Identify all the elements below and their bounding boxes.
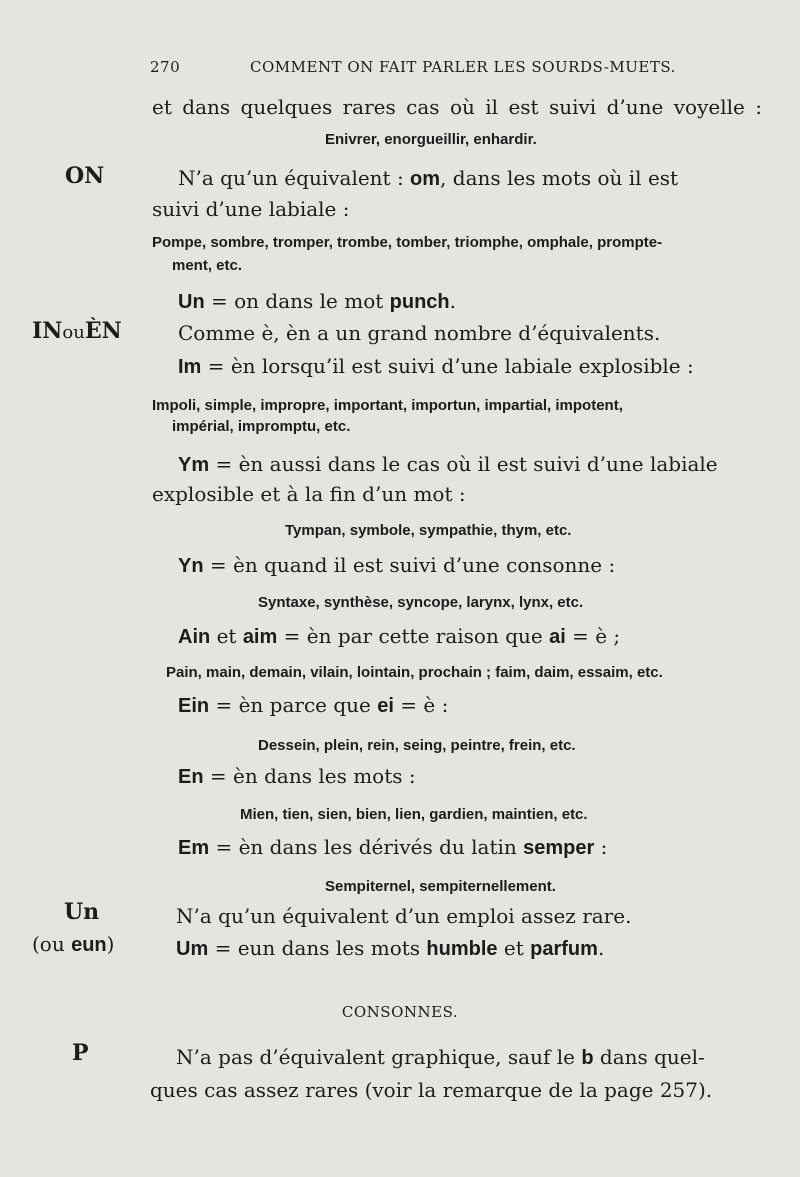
page-header [150,58,676,76]
page-number: 270 [150,58,181,76]
text-line: Em = èn dans les dérivés du latin semper : [178,835,608,859]
section-label-in: INouÈN [32,318,122,344]
example-line: impérial, impromptu, etc. [172,418,351,435]
text-line: suivi d’une labiale : [152,197,350,221]
example-line: Syntaxe, synthèse, syncope, larynx, lynx, etc. [258,594,584,611]
text-line: Ym = èn aussi dans le cas où il est suivi d’une labiale [178,452,718,476]
example-line: Tympan, symbole, sympathie, thym, etc. [285,522,572,539]
text-line: N’a pas d’équivalent graphique, sauf le b dans quel- [176,1045,705,1069]
text-line: Ain et aim = èn par cette raison que ai = è ; [178,624,621,648]
text-line: En = èn dans les mots : [178,764,416,788]
text-line: Un = on dans le mot punch. [178,289,457,313]
example-line: Mien, tien, sien, bien, lien, gardien, maintien, etc. [240,806,588,823]
example-line: Pain, main, demain, vilain, lointain, prochain ; faim, daim, essaim, etc. [166,664,663,681]
example-line: Sempiternel, sempiternellement. [325,878,556,895]
section-sublabel-eun: (ou eun) [32,932,115,956]
text-line: Um = eun dans les mots humble et parfum. [176,936,605,960]
example-line: ment, etc. [172,257,243,274]
text-line: Comme è, èn a un grand nombre d’équivalents. [178,321,661,345]
text-line: ques cas assez rares (voir la remarque de la page 257). [150,1078,713,1102]
example-line: Impoli, simple, impropre, important, importun, impartial, impotent, [152,397,623,414]
text-line: explosible et à la fin d’un mot : [152,482,466,506]
section-label-p: P [72,1040,89,1066]
example-line: Dessein, plein, rein, seing, peintre, frein, etc. [258,737,576,754]
example-line: Pompe, sombre, tromper, trombe, tomber, triomphe, omphale, prompte- [152,234,663,251]
running-title: COMMENT ON FAIT PARLER LES SOURDS-MUETS. [250,58,676,76]
text-line: Ein = èn parce que ei = è : [178,693,449,717]
text-line: N’a qu’un équivalent : om, dans les mots où il est [178,166,679,190]
text-line: Yn = èn quand il est suivi d’une consonne : [178,553,616,577]
text-line: Im = èn lorsqu’il est suivi d’une labiale explosible : [178,354,694,378]
text-line: et dans quelques rares cas où il est suivi d’une voyelle : [152,95,762,119]
example-line: Enivrer, enorgueillir, enhardir. [325,131,537,148]
section-label-on: ON [65,163,105,189]
section-label-un: Un [64,899,100,925]
text-line: N’a qu’un équivalent d’un emploi assez rare. [176,904,632,928]
section-heading-consonnes: CONSONNES. [341,1003,459,1021]
